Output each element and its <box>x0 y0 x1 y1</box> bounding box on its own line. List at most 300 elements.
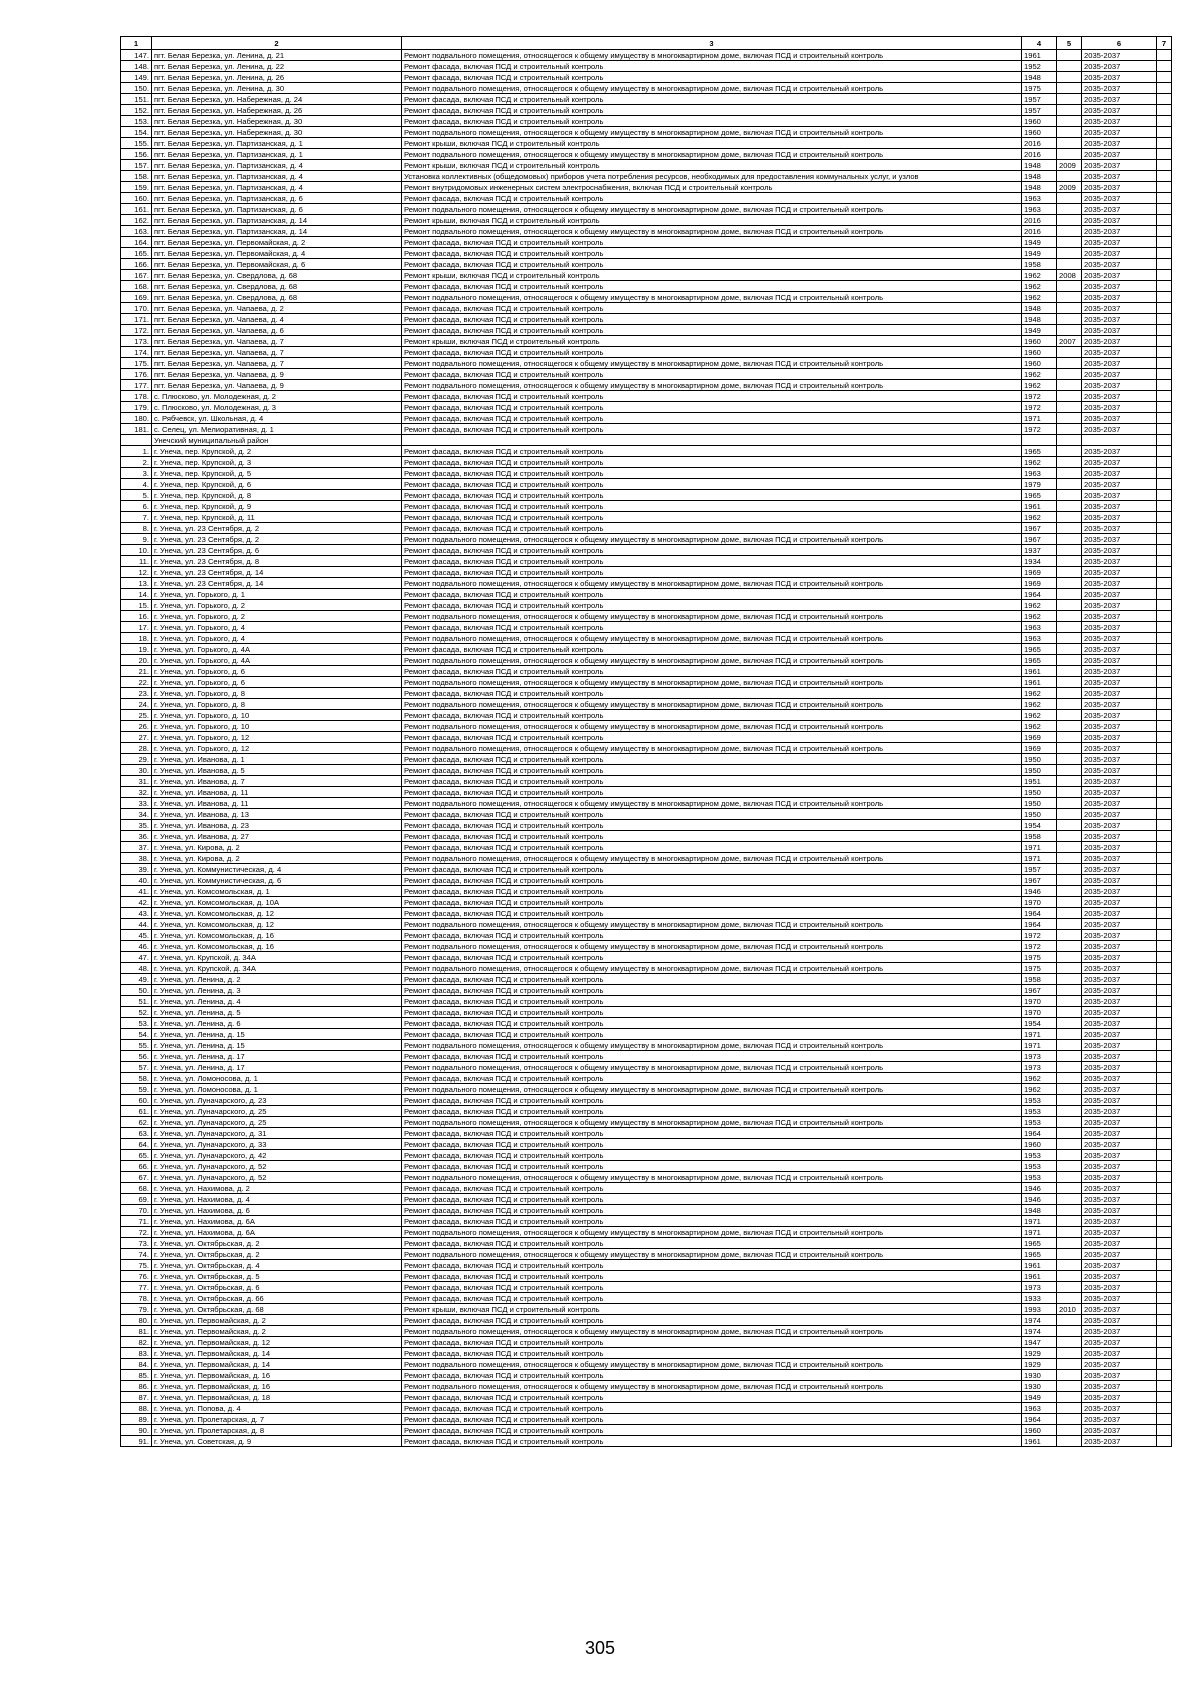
cell-year-last-repair <box>1057 358 1082 369</box>
cell-year-last-repair: 2008 <box>1057 270 1082 281</box>
cell-year-built: 1947 <box>1022 1337 1057 1348</box>
section-row <box>121 435 1172 446</box>
cell-year-last-repair <box>1057 226 1082 237</box>
cell-extra <box>1157 853 1172 864</box>
cell-row-number: 10. <box>121 545 152 556</box>
cell-year-last-repair <box>1057 61 1082 72</box>
cell-planned-period: 2035-2037 <box>1082 358 1157 369</box>
cell-work-type: Ремонт фасада, включая ПСД и строительный контроль <box>402 908 1022 919</box>
cell-year-built: 1948 <box>1022 314 1057 325</box>
cell-extra <box>1157 721 1172 732</box>
cell-year-built: 1974 <box>1022 1315 1057 1326</box>
cell-year-built: 1975 <box>1022 963 1057 974</box>
cell-work-type: Ремонт крыши, включая ПСД и строительный контроль <box>402 160 1022 171</box>
cell-planned-period: 2035-2037 <box>1082 1381 1157 1392</box>
table-row <box>121 963 1172 974</box>
cell-address: г. Унеча, ул. Горького, д. 12 <box>152 743 402 754</box>
table-row <box>121 1260 1172 1271</box>
cell-extra <box>1157 732 1172 743</box>
cell-address: пгт. Белая Березка, ул. Свердлова, д. 68 <box>152 292 402 303</box>
cell-address: г. Унеча, ул. Горького, д. 4 <box>152 633 402 644</box>
cell-year-last-repair <box>1057 512 1082 523</box>
cell-year-last-repair <box>1057 303 1082 314</box>
cell-year-built: 1954 <box>1022 820 1057 831</box>
cell-work-type: Ремонт фасада, включая ПСД и строительный контроль <box>402 468 1022 479</box>
cell-year-built: 1964 <box>1022 589 1057 600</box>
cell-planned-period: 2035-2037 <box>1082 919 1157 930</box>
cell-year-last-repair <box>1057 864 1082 875</box>
cell-row-number: 73. <box>121 1238 152 1249</box>
cell-year-last-repair <box>1057 974 1082 985</box>
cell-address: г. Унеча, ул. Нахимова, д. 6А <box>152 1216 402 1227</box>
cell-planned-period: 2035-2037 <box>1082 512 1157 523</box>
cell-year-last-repair <box>1057 1414 1082 1425</box>
cell-year-built: 1970 <box>1022 1007 1057 1018</box>
cell-year-last-repair <box>1057 127 1082 138</box>
cell-row-number: 16. <box>121 611 152 622</box>
cell-extra <box>1157 523 1172 534</box>
table-row <box>121 1271 1172 1282</box>
cell-address: г. Унеча, ул. Октябрьская, д. 66 <box>152 1293 402 1304</box>
cell-year-built: 1946 <box>1022 1183 1057 1194</box>
cell-year-last-repair <box>1057 1271 1082 1282</box>
cell-planned-period: 2035-2037 <box>1082 578 1157 589</box>
cell-planned-period: 2035-2037 <box>1082 677 1157 688</box>
table-row <box>121 853 1172 864</box>
cell-extra <box>1157 666 1172 677</box>
cell-work-type: Ремонт фасада, включая ПСД и строительный контроль <box>402 985 1022 996</box>
cell-year-last-repair <box>1057 457 1082 468</box>
cell-extra <box>1157 1084 1172 1095</box>
table-row <box>121 941 1172 952</box>
cell-address: г. Унеча, ул. Ленина, д. 17 <box>152 1062 402 1073</box>
cell-planned-period: 2035-2037 <box>1082 204 1157 215</box>
cell-work-type: Ремонт фасада, включая ПСД и строительный контроль <box>402 105 1022 116</box>
cell-work-type: Ремонт фасада, включая ПСД и строительный контроль <box>402 864 1022 875</box>
table-row <box>121 545 1172 556</box>
cell-work-type: Ремонт фасада, включая ПСД и строительный контроль <box>402 1161 1022 1172</box>
cell-year-built: 1949 <box>1022 1392 1057 1403</box>
cell-work-type: Ремонт подвального помещения, относящегося к общему имуществу в многоквартирном доме, включая ПСД и строительный контроль <box>402 655 1022 666</box>
cell-year-built: 1957 <box>1022 105 1057 116</box>
cell-planned-period: 2035-2037 <box>1082 105 1157 116</box>
cell-address: г. Унеча, ул. Комсомольская, д. 16 <box>152 930 402 941</box>
cell-row-number: 172. <box>121 325 152 336</box>
cell-work-type: Ремонт подвального помещения, относящегося к общему имуществу в многоквартирном доме, включая ПСД и строительный контроль <box>402 1326 1022 1337</box>
cell-row-number: 4. <box>121 479 152 490</box>
table-row <box>121 424 1172 435</box>
cell-work-type: Ремонт фасада, включая ПСД и строительный контроль <box>402 688 1022 699</box>
cell-extra <box>1157 996 1172 1007</box>
cell-address: г. Унеча, пер. Крупской, д. 2 <box>152 446 402 457</box>
cell-address: г. Унеча, ул. Октябрьская, д. 4 <box>152 1260 402 1271</box>
cell-year-built: 1963 <box>1022 1403 1057 1414</box>
cell-planned-period: 2035-2037 <box>1082 369 1157 380</box>
cell-year-built: 1964 <box>1022 1414 1057 1425</box>
cell-year-last-repair <box>1057 919 1082 930</box>
cell-row-number: 24. <box>121 699 152 710</box>
cell-row-number: 176. <box>121 369 152 380</box>
cell-year-last-repair <box>1057 1172 1082 1183</box>
cell-year-last-repair <box>1057 1359 1082 1370</box>
cell-planned-period: 2035-2037 <box>1082 831 1157 842</box>
cell-extra <box>1157 1359 1172 1370</box>
cell-extra <box>1157 303 1172 314</box>
cell-planned-period: 2035-2037 <box>1082 1117 1157 1128</box>
cell-row-number: 82. <box>121 1337 152 1348</box>
cell-row-number: 161. <box>121 204 152 215</box>
column-header-6: 6 <box>1082 37 1157 50</box>
cell-row-number: 162. <box>121 215 152 226</box>
cell-row-number: 77. <box>121 1282 152 1293</box>
cell-extra <box>1157 325 1172 336</box>
table-row <box>121 1194 1172 1205</box>
cell-row-number: 85. <box>121 1370 152 1381</box>
cell-extra <box>1157 1161 1172 1172</box>
cell-work-type: Ремонт подвального помещения, относящегося к общему имуществу в многоквартирном доме, включая ПСД и строительный контроль <box>402 743 1022 754</box>
cell-work-type: Ремонт фасада, включая ПСД и строительный контроль <box>402 391 1022 402</box>
cell-year-built: 1971 <box>1022 853 1057 864</box>
cell-year-built: 1954 <box>1022 1018 1057 1029</box>
cell-year-built: 1972 <box>1022 402 1057 413</box>
cell-year-last-repair <box>1057 578 1082 589</box>
cell-year-last-repair <box>1057 1425 1082 1436</box>
cell-extra <box>1157 655 1172 666</box>
cell-row-number: 69. <box>121 1194 152 1205</box>
cell-work-type: Ремонт фасада, включая ПСД и строительный контроль <box>402 446 1022 457</box>
cell-extra <box>1157 336 1172 347</box>
table-row <box>121 567 1172 578</box>
cell-extra <box>1157 919 1172 930</box>
cell-planned-period: 2035-2037 <box>1082 237 1157 248</box>
cell-work-type: Ремонт подвального помещения, относящегося к общему имуществу в многоквартирном доме, включая ПСД и строительный контроль <box>402 292 1022 303</box>
cell-address: г. Унеча, ул. Горького, д. 6 <box>152 666 402 677</box>
cell-extra <box>1157 765 1172 776</box>
cell-address: г. Унеча, ул. Первомайская, д. 14 <box>152 1359 402 1370</box>
table-row <box>121 512 1172 523</box>
cell-address: г. Унеча, ул. 23 Сентября, д. 6 <box>152 545 402 556</box>
cell-year-last-repair <box>1057 380 1082 391</box>
cell-planned-period: 2035-2037 <box>1082 270 1157 281</box>
cell-address: г. Унеча, ул. Луначарского, д. 33 <box>152 1139 402 1150</box>
cell-extra <box>1157 1051 1172 1062</box>
cell-year-last-repair <box>1057 655 1082 666</box>
table-row <box>121 237 1172 248</box>
cell-extra <box>1157 1293 1172 1304</box>
cell-row-number: 80. <box>121 1315 152 1326</box>
cell-extra <box>1157 50 1172 61</box>
cell-address: г. Унеча, ул. Октябрьская, д. 68 <box>152 1304 402 1315</box>
cell-address: г. Унеча, ул. Первомайская, д. 16 <box>152 1381 402 1392</box>
cell-address: г. Унеча, ул. Комсомольская, д. 12 <box>152 919 402 930</box>
cell-year-last-repair <box>1057 721 1082 732</box>
table-row <box>121 314 1172 325</box>
table-row <box>121 1326 1172 1337</box>
cell-work-type: Ремонт фасада, включая ПСД и строительный контроль <box>402 1414 1022 1425</box>
cell-year-built: 1948 <box>1022 171 1057 182</box>
column-header-3: 3 <box>402 37 1022 50</box>
cell-row-number: 179. <box>121 402 152 413</box>
cell-planned-period: 2035-2037 <box>1082 798 1157 809</box>
cell-planned-period: 2035-2037 <box>1082 820 1157 831</box>
table-row <box>121 875 1172 886</box>
cell-year-built: 1962 <box>1022 611 1057 622</box>
column-header-5: 5 <box>1057 37 1082 50</box>
cell-year-last-repair <box>1057 567 1082 578</box>
table-row <box>121 633 1172 644</box>
cell-extra <box>1157 446 1172 457</box>
cell-row-number: 55. <box>121 1040 152 1051</box>
cell-row-number: 45. <box>121 930 152 941</box>
cell-address: г. Унеча, ул. Горького, д. 4А <box>152 644 402 655</box>
table-row <box>121 1304 1172 1315</box>
cell-row-number: 40. <box>121 875 152 886</box>
cell-planned-period: 2035-2037 <box>1082 1150 1157 1161</box>
cell-work-type: Ремонт фасада, включая ПСД и строительный контроль <box>402 754 1022 765</box>
cell-row-number: 157. <box>121 160 152 171</box>
cell-year-built: 1963 <box>1022 468 1057 479</box>
cell-planned-period: 2035-2037 <box>1082 776 1157 787</box>
cell-row-number: 57. <box>121 1062 152 1073</box>
cell-planned-period: 2035-2037 <box>1082 600 1157 611</box>
column-header-2: 2 <box>152 37 402 50</box>
cell-year-last-repair <box>1057 1403 1082 1414</box>
cell-extra <box>1157 930 1172 941</box>
cell-work-type: Ремонт подвального помещения, относящегося к общему имуществу в многоквартирном доме, включая ПСД и строительный контроль <box>402 1084 1022 1095</box>
cell-year-last-repair <box>1057 523 1082 534</box>
cell-planned-period: 2035-2037 <box>1082 1029 1157 1040</box>
cell-year-last-repair <box>1057 94 1082 105</box>
cell-year-last-repair <box>1057 963 1082 974</box>
cell-address: г. Унеча, ул. Ленина, д. 5 <box>152 1007 402 1018</box>
cell-year-built: 1964 <box>1022 1128 1057 1139</box>
cell-extra <box>1157 468 1172 479</box>
cell-extra <box>1157 1238 1172 1249</box>
cell-work-type: Ремонт фасада, включая ПСД и строительный контроль <box>402 369 1022 380</box>
table-row <box>121 1117 1172 1128</box>
cell-address: г. Унеча, ул. Нахимова, д. 6А <box>152 1227 402 1238</box>
cell-year-last-repair <box>1057 149 1082 160</box>
table-row <box>121 1381 1172 1392</box>
table-row <box>121 523 1172 534</box>
cell-extra <box>1157 358 1172 369</box>
table-row <box>121 369 1172 380</box>
cell-extra <box>1157 1128 1172 1139</box>
cell-planned-period: 2035-2037 <box>1082 259 1157 270</box>
cell-year-last-repair <box>1057 842 1082 853</box>
cell-year-built: 1962 <box>1022 457 1057 468</box>
cell-row-number: 174. <box>121 347 152 358</box>
cell-planned-period: 2035-2037 <box>1082 842 1157 853</box>
cell-year-last-repair <box>1057 886 1082 897</box>
cell-row-number: 25. <box>121 710 152 721</box>
cell-extra <box>1157 1040 1172 1051</box>
cell-work-type: Ремонт подвального помещения, относящегося к общему имуществу в многоквартирном доме, включая ПСД и строительный контроль <box>402 677 1022 688</box>
cell-year-built: 1949 <box>1022 237 1057 248</box>
column-header-4: 4 <box>1022 37 1057 50</box>
table-row <box>121 721 1172 732</box>
cell-work-type: Ремонт фасада, включая ПСД и строительный контроль <box>402 512 1022 523</box>
table-row <box>121 765 1172 776</box>
cell-work-type: Ремонт фасада, включая ПСД и строительный контроль <box>402 1282 1022 1293</box>
cell-address: пгт. Белая Березка, ул. Партизанская, д. 14 <box>152 215 402 226</box>
cell-extra <box>1157 1337 1172 1348</box>
cell-row-number: 180. <box>121 413 152 424</box>
cell-year-built: 1961 <box>1022 501 1057 512</box>
table-row <box>121 1095 1172 1106</box>
cell-year-built: 1962 <box>1022 688 1057 699</box>
cell-planned-period: 2035-2037 <box>1082 886 1157 897</box>
cell-row-number: 12. <box>121 567 152 578</box>
cell-year-built: 1971 <box>1022 842 1057 853</box>
cell-address: г. Унеча, ул. Горького, д. 2 <box>152 611 402 622</box>
cell-extra <box>1157 798 1172 809</box>
cell-work-type: Ремонт крыши, включая ПСД и строительный контроль <box>402 270 1022 281</box>
cell-address: г. Унеча, ул. Комсомольская, д. 10А <box>152 897 402 908</box>
cell-year-built: 1961 <box>1022 666 1057 677</box>
table-row <box>121 479 1172 490</box>
table-row <box>121 226 1172 237</box>
cell-work-type: Ремонт фасада, включая ПСД и строительный контроль <box>402 237 1022 248</box>
cell-work-type: Ремонт фасада, включая ПСД и строительный контроль <box>402 545 1022 556</box>
cell-address: пгт. Белая Березка, ул. Ленина, д. 22 <box>152 61 402 72</box>
cell-year-built: 1957 <box>1022 864 1057 875</box>
cell-year-last-repair <box>1057 1117 1082 1128</box>
cell-extra <box>1157 72 1172 83</box>
cell-row-number: 67. <box>121 1172 152 1183</box>
cell-address: г. Унеча, ул. Луначарского, д. 52 <box>152 1161 402 1172</box>
cell-extra <box>1157 512 1172 523</box>
cell-work-type: Ремонт подвального помещения, относящегося к общему имуществу в многоквартирном доме, включая ПСД и строительный контроль <box>402 578 1022 589</box>
cell-year-last-repair <box>1057 908 1082 919</box>
cell-extra <box>1157 413 1172 424</box>
cell-address: г. Унеча, ул. Нахимова, д. 6 <box>152 1205 402 1216</box>
cell-row-number: 5. <box>121 490 152 501</box>
cell-row-number: 50. <box>121 985 152 996</box>
cell-planned-period: 2035-2037 <box>1082 303 1157 314</box>
cell-work-type: Ремонт фасада, включая ПСД и строительный контроль <box>402 644 1022 655</box>
cell-year-last-repair <box>1057 50 1082 61</box>
cell-address: г. Унеча, ул. Ленина, д. 17 <box>152 1051 402 1062</box>
cell-planned-period: 2035-2037 <box>1082 347 1157 358</box>
cell-year-last-repair <box>1057 479 1082 490</box>
cell-extra <box>1157 534 1172 545</box>
cell-row-number: 81. <box>121 1326 152 1337</box>
cell-extra <box>1157 1150 1172 1161</box>
cell-year-built: 1951 <box>1022 776 1057 787</box>
table-row <box>121 732 1172 743</box>
cell-row-number: 61. <box>121 1106 152 1117</box>
cell-planned-period: 2035-2037 <box>1082 699 1157 710</box>
cell-work-type: Ремонт фасада, включая ПСД и строительный контроль <box>402 1425 1022 1436</box>
cell-work-type: Ремонт фасада, включая ПСД и строительный контроль <box>402 193 1022 204</box>
cell-year-last-repair <box>1057 424 1082 435</box>
cell-year-last-repair <box>1057 1315 1082 1326</box>
table-row <box>121 578 1172 589</box>
cell-row-number: 42. <box>121 897 152 908</box>
cell-work-type: Ремонт внутридомовых инженерных систем электроснабжения, включая ПСД и строительный контроль <box>402 182 1022 193</box>
cell-year-built: 1971 <box>1022 1227 1057 1238</box>
cell-work-type: Ремонт фасада, включая ПСД и строительный контроль <box>402 787 1022 798</box>
table-header-row <box>121 37 1172 50</box>
cell-row-number: 149. <box>121 72 152 83</box>
table-row <box>121 50 1172 61</box>
cell-extra <box>1157 743 1172 754</box>
cell-year-built: 1973 <box>1022 1282 1057 1293</box>
cell-row-number: 38. <box>121 853 152 864</box>
table-row <box>121 160 1172 171</box>
cell-extra <box>1157 1249 1172 1260</box>
cell-work-type: Ремонт фасада, включая ПСД и строительный контроль <box>402 809 1022 820</box>
cell-row-number: 8. <box>121 523 152 534</box>
cell-extra <box>1157 435 1172 446</box>
cell-planned-period: 2035-2037 <box>1082 138 1157 149</box>
cell-row-number: 71. <box>121 1216 152 1227</box>
table-row <box>121 996 1172 1007</box>
cell-extra <box>1157 424 1172 435</box>
cell-row-number: 11. <box>121 556 152 567</box>
cell-planned-period: 2035-2037 <box>1082 1018 1157 1029</box>
cell-year-built: 1929 <box>1022 1348 1057 1359</box>
cell-extra <box>1157 1073 1172 1084</box>
cell-extra <box>1157 611 1172 622</box>
cell-year-built: 1972 <box>1022 424 1057 435</box>
cell-year-built: 1970 <box>1022 996 1057 1007</box>
cell-planned-period <box>1082 435 1157 446</box>
cell-address: пгт. Белая Березка, ул. Первомайская, д. 6 <box>152 259 402 270</box>
cell-year-last-repair <box>1057 1370 1082 1381</box>
cell-address: г. Унеча, ул. Горького, д. 10 <box>152 721 402 732</box>
table-row <box>121 138 1172 149</box>
cell-address: пгт. Белая Березка, ул. Партизанская, д. 4 <box>152 182 402 193</box>
cell-year-built: 1965 <box>1022 490 1057 501</box>
table-row <box>121 710 1172 721</box>
cell-year-last-repair <box>1057 1293 1082 1304</box>
cell-year-built: 1965 <box>1022 644 1057 655</box>
cell-extra <box>1157 259 1172 270</box>
cell-extra <box>1157 1018 1172 1029</box>
cell-address: пгт. Белая Березка, ул. Свердлова, д. 68 <box>152 281 402 292</box>
cell-work-type: Ремонт фасада, включая ПСД и строительный контроль <box>402 1150 1022 1161</box>
table-row <box>121 105 1172 116</box>
cell-planned-period: 2035-2037 <box>1082 941 1157 952</box>
cell-planned-period: 2035-2037 <box>1082 1062 1157 1073</box>
cell-year-built: 1979 <box>1022 479 1057 490</box>
cell-work-type: Ремонт фасада, включая ПСД и строительный контроль <box>402 248 1022 259</box>
table-row <box>121 1205 1172 1216</box>
table-row <box>121 699 1172 710</box>
table-row <box>121 248 1172 259</box>
cell-year-built: 1960 <box>1022 1425 1057 1436</box>
cell-year-last-repair <box>1057 1260 1082 1271</box>
cell-work-type: Ремонт фасада, включая ПСД и строительный контроль <box>402 1370 1022 1381</box>
cell-planned-period: 2035-2037 <box>1082 655 1157 666</box>
table-row <box>121 985 1172 996</box>
cell-planned-period: 2035-2037 <box>1082 248 1157 259</box>
cell-extra <box>1157 1370 1172 1381</box>
table-row <box>121 1425 1172 1436</box>
cell-work-type: Ремонт фасада, включая ПСД и строительный контроль <box>402 556 1022 567</box>
table-row <box>121 116 1172 127</box>
cell-work-type: Ремонт подвального помещения, относящегося к общему имуществу в многоквартирном доме, включая ПСД и строительный контроль <box>402 941 1022 952</box>
cell-row-number: 165. <box>121 248 152 259</box>
cell-year-built: 1962 <box>1022 1084 1057 1095</box>
cell-extra <box>1157 270 1172 281</box>
cell-row-number: 48. <box>121 963 152 974</box>
cell-row-number: 17. <box>121 622 152 633</box>
table-row <box>121 1414 1172 1425</box>
cell-year-last-repair <box>1057 1106 1082 1117</box>
